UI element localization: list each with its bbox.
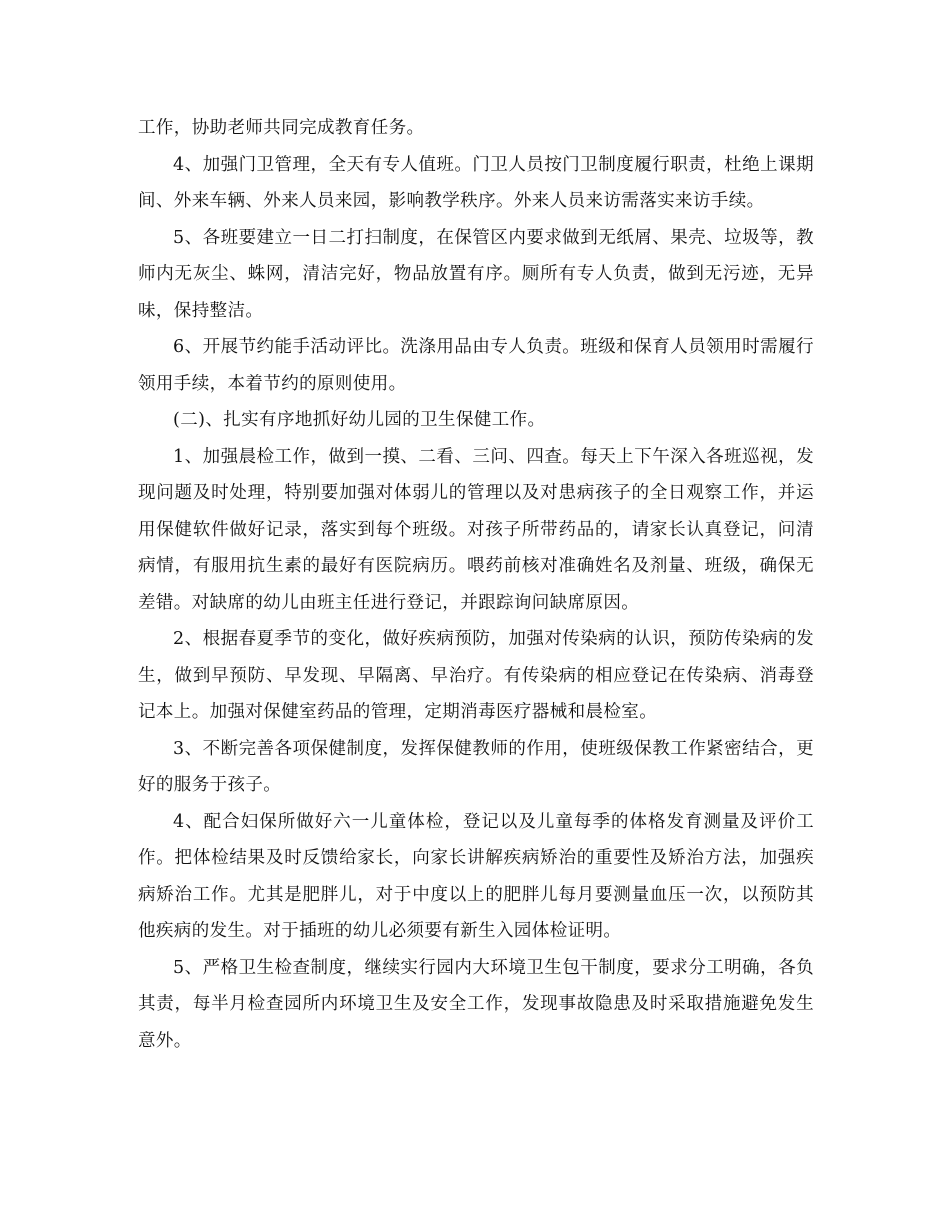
- paragraph-cleaning-system: 5、各班要建立一日二打扫制度，在保管区内要求做到无纸屑、果壳、垃圾等，教师内无灰尘、蛛网，清洁完好，物品放置有序。厕所有专人负责，做到无污迹，无异味，保持整洁。: [138, 227, 814, 321]
- paragraph-continuation: 工作，协助老师共同完成教育任务。: [138, 118, 425, 138]
- paragraph-disease-prevention: 2、根据春夏季节的变化，做好疾病预防，加强对传染病的认识，预防传染病的发生，做到早预防、早发现、早隔离、早治疗。有传染病的相应登记在传染病、消毒登记本上。加强对保健室药品的管理，定期消毒医疗器械和晨检室。: [138, 629, 814, 722]
- paragraph-gate-management: 4、加强门卫管理，全天有专人值班。门卫人员按门卫制度履行职责，杜绝上课期间、外来车辆、外来人员来园，影响教学秩序。外来人员来访需落实来访手续。: [138, 154, 814, 211]
- section-heading-health-care: (二)、扎实有序地抓好幼儿园的卫生保健工作。: [173, 410, 546, 430]
- paragraph-physical-exam: 4、配合妇保所做好六一儿童体检，登记以及儿童每季的体格发育测量及评价工作。把体检结果及时反馈给家长，向家长讲解疾病矫治的重要性及矫治方法，加强疾病矫治工作。尤其是肥胖儿，对于中度以上的肥胖儿每月要测量血压一次，以预防其他疾病的发生。对于插班的幼儿必须要有新生入园体检证明。: [138, 811, 814, 941]
- document-body: [138, 110, 814, 1059]
- paragraph-saving-contest: 6、开展节约能手活动评比。洗涤用品由专人负责。班级和保育人员领用时需履行领用手续，本着节约的原则使用。: [138, 337, 814, 394]
- paragraph-health-system: 3、不断完善各项保健制度，发挥保健教师的作用，使班级保教工作紧密结合，更好的服务于孩子。: [138, 738, 814, 795]
- paragraph-hygiene-inspection: 5、严格卫生检查制度，继续实行园内大环境卫生包干制度，要求分工明确，各负其责，每半月检查园所内环境卫生及安全工作，发现事故隐患及时采取措施避免发生意外。: [138, 957, 814, 1051]
- paragraph-morning-check: 1、加强晨检工作，做到一摸、二看、三问、四查。每天上下午深入各班巡视，发现问题及时处理，特别要加强对体弱儿的管理以及对患病孩子的全日观察工作，并运用保健软件做好记录，落实到每个班级。对孩子所带药品的，请家长认真登记，问清病情，有服用抗生素的最好有医院病历。喂药前核对准确姓名及剂量、班级，确保无差错。对缺席的幼儿由班主任进行登记，并跟踪询问缺席原因。: [138, 446, 814, 613]
